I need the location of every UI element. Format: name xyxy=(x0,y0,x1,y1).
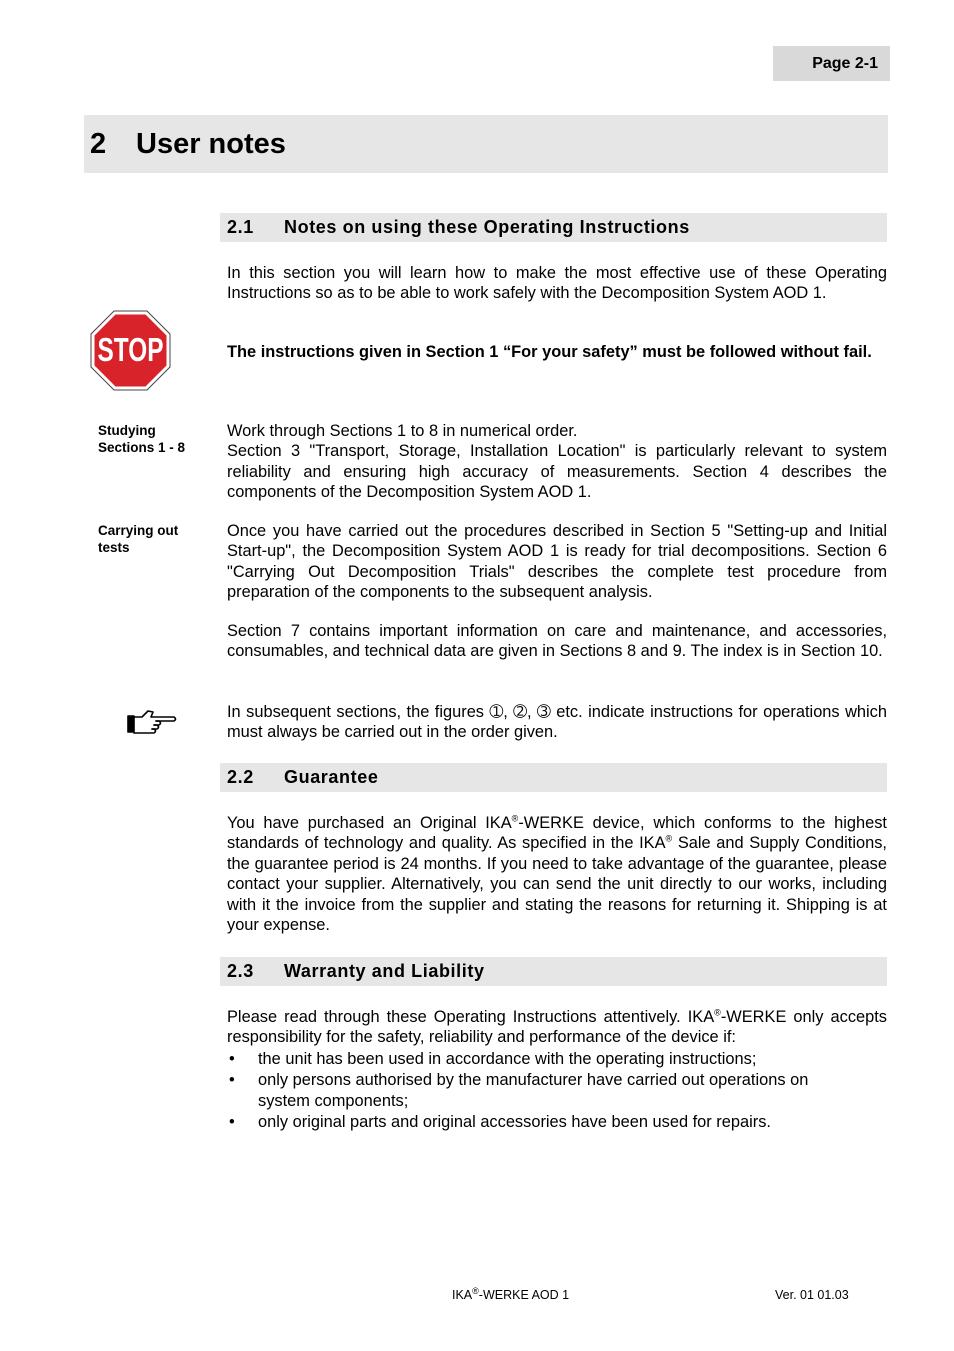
warranty-intro xyxy=(227,1007,887,1048)
svg-text:STOP: STOP xyxy=(97,331,164,368)
safety-warning: The instructions given in Section 1 “For your safety” must be followed without fail. xyxy=(227,343,872,361)
list-item: • the unit has been used in accordance with the operating instructions; xyxy=(227,1049,887,1069)
registered-mark: ® xyxy=(665,833,673,844)
chapter-number: 2 xyxy=(90,127,107,160)
section-number: 2.2 xyxy=(227,767,254,787)
footer-version: Ver. 01 01.03 xyxy=(775,1288,849,1302)
chapter-title: User notes xyxy=(136,127,286,160)
section-title: Notes on using these Operating Instructions xyxy=(284,217,690,237)
carrying-paragraph: Once you have carried out the procedures described in Section 5 "Setting-up and Initial Start-up", the Decomposition System AOD 1 is ready for trial decompositions. Section 6 "Carrying Out Decomposition Trials" describes the complete test procedure from preparation of the components to the subsequent analysis. xyxy=(227,522,887,602)
footer-brand xyxy=(452,1285,570,1302)
guarantee-text-a: You have purchased an Original IKA xyxy=(227,814,512,832)
registered-mark: ® xyxy=(714,1007,721,1018)
registered-mark: ® xyxy=(511,813,519,824)
figures-paragraph: In subsequent sections, the figures ➀, ➁, ➂ etc. indicate instructions for operations which must always be carried out in the order given. xyxy=(227,703,887,742)
intro-paragraph: In this section you will learn how to make the most effective use of these Operating Instructions so as to be able to work safely with the Decomposition System AOD 1. xyxy=(227,264,887,303)
guarantee-paragraph xyxy=(227,813,887,935)
section7-paragraph: Section 7 contains important information on care and maintenance, and accessories, consumables, and technical data are given in Sections 8 and 9. The index is in Section 10. xyxy=(227,622,887,661)
warranty-paragraph xyxy=(227,1007,887,1132)
section-title: Warranty and Liability xyxy=(284,961,485,981)
section-number: 2.1 xyxy=(227,217,254,237)
studying-line-1: Work through Sections 1 to 8 in numerical order. xyxy=(227,422,578,440)
warranty-conditions-list xyxy=(227,1049,887,1133)
guarantee-text-b: -WERKE device, which conforms to the highest standards of technology and quality. As specified in the IKA xyxy=(227,814,887,853)
stop-sign-icon xyxy=(90,310,171,391)
pointing-hand-icon xyxy=(126,708,178,736)
registered-mark: ® xyxy=(472,1285,479,1296)
warranty-text-a: Please read through these Operating Instructions attentively. IKA xyxy=(227,1008,715,1026)
section-heading-2-2 xyxy=(220,763,887,792)
section-title: Guarantee xyxy=(284,767,379,787)
section-heading-2-3 xyxy=(220,957,887,986)
page-number-badge: Page 2-1 xyxy=(773,46,890,81)
warranty-text-b: -WERKE only accepts responsibility for the safety, reliability and performance of the device if: xyxy=(227,1008,887,1047)
footer-brand-model: -WERKE AOD 1 xyxy=(478,1288,570,1302)
chapter-heading xyxy=(84,115,888,173)
list-item: • only persons authorised by the manufacturer have carried out operations on system components; xyxy=(227,1070,887,1111)
margin-label-studying: Studying Sections 1 - 8 xyxy=(98,423,186,455)
section-number: 2.3 xyxy=(227,961,254,981)
studying-line-2: Section 3 "Transport, Storage, Installation Location" is particularly relevant to system reliability and ensuring high accuracy of measurements. Section 4 describes the components of the Decomposition System AOD 1. xyxy=(227,442,887,502)
studying-paragraph xyxy=(227,421,887,503)
guarantee-text-c: Sale and Supply Conditions, the guarantee period is 24 months. If you need to take advantage of the guarantee, please contact your supplier. Alternatively, you can send the unit directly to our works, including with it the invoice from the supplier and stating the reasons for returning it. Shipping is at your expense. xyxy=(227,834,887,935)
list-item: • only original parts and original accessories have been used for repairs. xyxy=(227,1112,887,1132)
margin-label-carrying: Carrying out tests xyxy=(98,523,179,555)
footer-brand-name: IKA xyxy=(452,1288,473,1302)
section-heading-2-1 xyxy=(220,213,887,242)
